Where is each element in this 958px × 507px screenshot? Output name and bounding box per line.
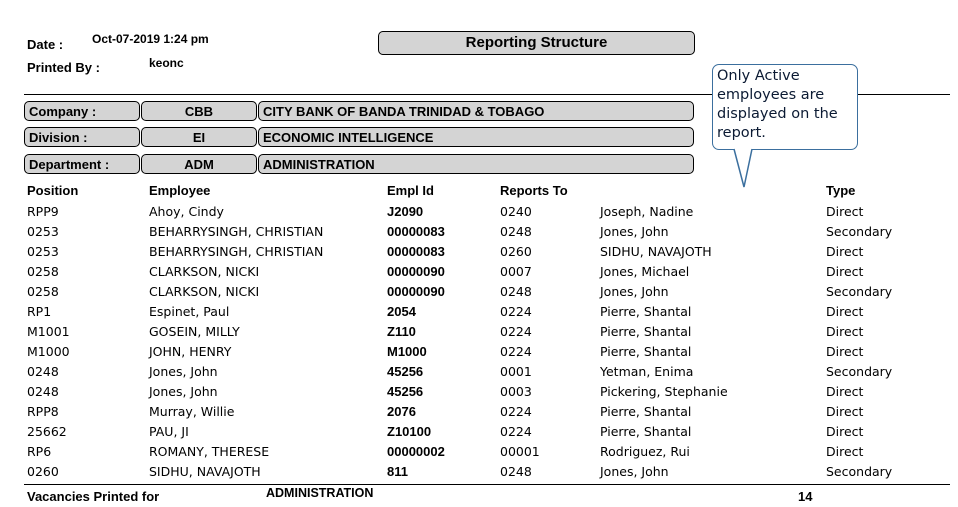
- row-position: 0253: [27, 244, 59, 259]
- row-empl-id: 2076: [387, 404, 416, 419]
- company-code: CBB: [141, 101, 257, 121]
- division-label: Division :: [24, 127, 140, 147]
- row-empl-id: Z10100: [387, 424, 432, 439]
- division-name: ECONOMIC INTELLIGENCE: [258, 127, 694, 147]
- col-header-type: Type: [826, 183, 856, 198]
- row-position: 25662: [27, 424, 67, 439]
- row-type: Direct: [826, 204, 864, 219]
- row-empl-id: 00000090: [387, 264, 445, 279]
- table-row: [0, 424, 958, 444]
- row-employee: BEHARRYSINGH, CHRISTIAN: [149, 244, 324, 259]
- row-employee: Jones, John: [149, 384, 218, 399]
- row-type: Direct: [826, 344, 864, 359]
- row-position: 0253: [27, 224, 59, 239]
- table-row: [0, 244, 958, 264]
- row-empl-id: 45256: [387, 364, 424, 379]
- row-reports-to: 0001: [500, 364, 532, 379]
- col-header-position: Position: [27, 183, 79, 198]
- row-reports-to: 0224: [500, 304, 532, 319]
- division-code: EI: [141, 127, 257, 147]
- row-reports-to: 0224: [500, 344, 532, 359]
- footer-count: 14: [798, 489, 813, 504]
- row-reports-to-name: Pierre, Shantal: [600, 424, 692, 439]
- table-row: [0, 324, 958, 344]
- col-header-reports-to: Reports To: [500, 183, 568, 198]
- row-reports-to: 0248: [500, 284, 532, 299]
- company-label: Company :: [24, 101, 140, 121]
- row-reports-to-name: SIDHU, NAVAJOTH: [600, 244, 712, 259]
- row-employee: Murray, Willie: [149, 404, 235, 419]
- row-reports-to-name: Pierre, Shantal: [600, 344, 692, 359]
- row-empl-id: M1000: [387, 344, 427, 359]
- row-employee: Espinet, Paul: [149, 304, 230, 319]
- footer-department: ADMINISTRATION: [266, 486, 374, 500]
- department-name: ADMINISTRATION: [258, 154, 694, 174]
- row-position: RP6: [27, 444, 52, 459]
- row-reports-to-name: Joseph, Nadine: [600, 204, 694, 219]
- table-row: [0, 344, 958, 364]
- row-reports-to: 0224: [500, 324, 532, 339]
- row-employee: ROMANY, THERESE: [149, 444, 270, 459]
- row-reports-to: 0224: [500, 424, 532, 439]
- row-reports-to-name: Pierre, Shantal: [600, 304, 692, 319]
- row-reports-to: 0007: [500, 264, 532, 279]
- report-title: Reporting Structure: [378, 31, 695, 55]
- row-position: 0260: [27, 464, 59, 479]
- row-empl-id: 45256: [387, 384, 424, 399]
- row-position: M1000: [27, 344, 70, 359]
- row-reports-to-name: Jones, Michael: [600, 264, 690, 279]
- row-position: RPP9: [27, 204, 59, 219]
- row-type: Secondary: [826, 284, 893, 299]
- footer-divider: [24, 484, 950, 485]
- row-type: Direct: [826, 384, 864, 399]
- row-empl-id: 00000090: [387, 284, 445, 299]
- row-position: 0248: [27, 364, 59, 379]
- row-reports-to-name: Rodriguez, Rui: [600, 444, 690, 459]
- date-value: Oct-07-2019 1:24 pm: [92, 32, 209, 46]
- row-type: Direct: [826, 264, 864, 279]
- row-position: 0258: [27, 284, 59, 299]
- row-reports-to: 00001: [500, 444, 540, 459]
- row-type: Secondary: [826, 224, 893, 239]
- row-employee: PAU, JI: [149, 424, 189, 439]
- row-employee: CLARKSON, NICKI: [149, 284, 260, 299]
- printed-by-value: keonc: [149, 56, 184, 70]
- table-row: [0, 464, 958, 484]
- row-type: Direct: [826, 324, 864, 339]
- callout-note: Only Active employees are displayed on the report.: [712, 64, 858, 150]
- row-position: 0248: [27, 384, 59, 399]
- row-type: Direct: [826, 304, 864, 319]
- department-code: ADM: [141, 154, 257, 174]
- row-position: M1001: [27, 324, 70, 339]
- row-type: Direct: [826, 424, 864, 439]
- row-empl-id: J2090: [387, 204, 424, 219]
- col-header-employee: Employee: [149, 183, 211, 198]
- row-reports-to-name: Jones, John: [600, 464, 669, 479]
- table-row: [0, 204, 958, 224]
- row-type: Direct: [826, 444, 864, 459]
- table-row: [0, 284, 958, 304]
- row-reports-to-name: Pickering, Stephanie: [600, 384, 728, 399]
- row-empl-id: 00000083: [387, 224, 445, 239]
- row-employee: Ahoy, Cindy: [149, 204, 224, 219]
- company-name: CITY BANK OF BANDA TRINIDAD & TOBAGO: [258, 101, 694, 121]
- row-employee: Jones, John: [149, 364, 218, 379]
- row-type: Secondary: [826, 464, 893, 479]
- row-reports-to: 0260: [500, 244, 532, 259]
- row-position: 0258: [27, 264, 59, 279]
- table-row: [0, 444, 958, 464]
- row-employee: JOHN, HENRY: [149, 344, 232, 359]
- row-reports-to: 0224: [500, 404, 532, 419]
- row-empl-id: 2054: [387, 304, 416, 319]
- row-employee: CLARKSON, NICKI: [149, 264, 260, 279]
- row-position: RPP8: [27, 404, 59, 419]
- row-reports-to-name: Yetman, Enima: [600, 364, 694, 379]
- row-empl-id: Z110: [387, 324, 416, 339]
- row-reports-to-name: Jones, John: [600, 224, 669, 239]
- row-type: Secondary: [826, 364, 893, 379]
- department-label: Department :: [24, 154, 140, 174]
- table-row: [0, 264, 958, 284]
- table-row: [0, 224, 958, 244]
- row-empl-id: 00000002: [387, 444, 445, 459]
- printed-by-label: Printed By :: [27, 60, 100, 75]
- row-reports-to-name: Pierre, Shantal: [600, 404, 692, 419]
- col-header-empl-id: Empl Id: [387, 183, 434, 198]
- row-reports-to: 0240: [500, 204, 532, 219]
- row-reports-to: 0003: [500, 384, 532, 399]
- row-reports-to: 0248: [500, 464, 532, 479]
- row-employee: SIDHU, NAVAJOTH: [149, 464, 261, 479]
- row-empl-id: 811: [387, 464, 408, 479]
- table-row: [0, 384, 958, 404]
- row-type: Direct: [826, 244, 864, 259]
- row-reports-to: 0248: [500, 224, 532, 239]
- table-row: [0, 304, 958, 324]
- table-row: [0, 404, 958, 424]
- row-reports-to-name: Jones, John: [600, 284, 669, 299]
- row-employee: GOSEIN, MILLY: [149, 324, 240, 339]
- table-row: [0, 364, 958, 384]
- row-employee: BEHARRYSINGH, CHRISTIAN: [149, 224, 324, 239]
- date-label: Date :: [27, 37, 64, 52]
- row-reports-to-name: Pierre, Shantal: [600, 324, 692, 339]
- row-position: RP1: [27, 304, 52, 319]
- row-type: Direct: [826, 404, 864, 419]
- row-empl-id: 00000083: [387, 244, 445, 259]
- footer-label: Vacancies Printed for: [27, 489, 160, 504]
